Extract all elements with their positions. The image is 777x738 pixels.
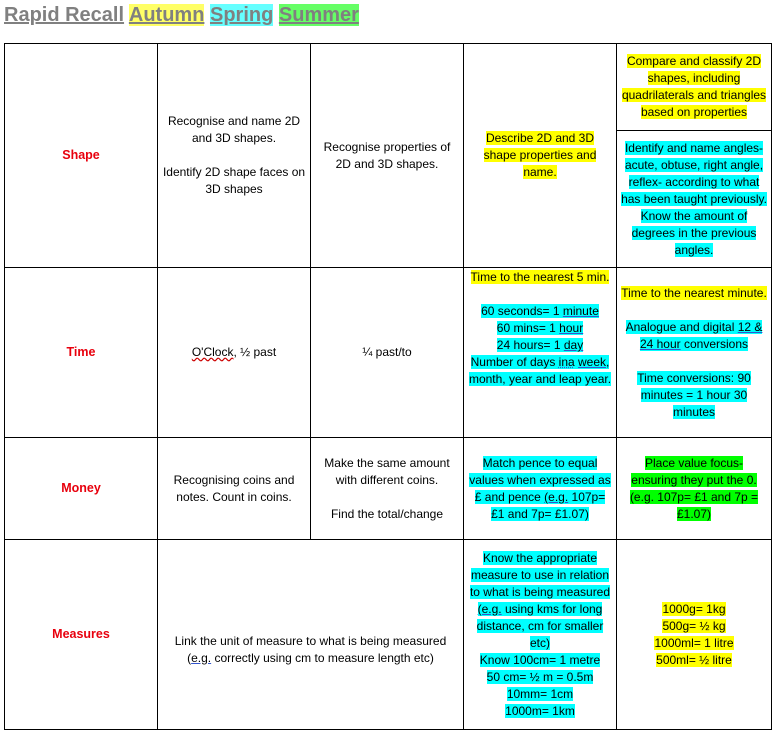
cell-text: (e.g. 107p= £1 and 7p = £1.07) [629,489,759,521]
cell-text: 500ml= ½ litre [656,652,732,667]
row-header-label: Shape [62,148,100,162]
cell-text: week [578,355,607,369]
title-autumn: Autumn [128,4,205,26]
cell-text: 12 & 24 hour [639,319,763,351]
cell-text: ina [558,355,575,369]
cell-text: Match pence to equal values when expressed as £ and pence [469,455,611,504]
cell-text: Time conversions: 90 minutes = 1 hour 30 minutes [637,370,751,419]
cell-text: conversions [680,336,749,351]
cell-text: ¼ past/to [362,345,412,359]
money-cell-4 [616,437,772,540]
cell-text: 1000g= 1kg [662,601,726,616]
rapid-recall-table [4,43,772,730]
cell-text: Place value focus- ensuring they put the 0. [631,455,757,487]
cell-text: Recognising coins and notes. Count in coins. [173,472,295,504]
cell-text: Identify and name angles- acute, obtuse, right angle, reflex- according to what has been taught previously. Know the amount of degrees in the previous angles. [621,140,767,257]
cell-text: Find the total/change [330,506,444,521]
time-cell-2 [310,267,464,438]
title-main: Rapid Recall [4,4,125,26]
shape-cell-2 [310,43,464,268]
cell-text: Time to the nearest 5 min. [470,270,610,284]
measures-cell-1 [157,539,464,730]
cell-text: correctly using cm to measure length etc) [211,650,434,665]
cell-text: Analogue and digital [625,319,738,334]
money-cell-2 [310,437,464,540]
cell-text: 1000m= 1km [505,703,575,718]
cell-text: 24 hours= 1 [496,338,564,352]
cell-text: , ½ past [233,345,277,359]
cell-text: using kms for long distance, cm for smaller etc) [476,601,604,650]
cell-text: 107p= £1 and 7p= £1.07) [491,489,606,521]
row-header-label: Time [66,345,96,359]
row-header-money [4,437,158,540]
time-cell-3 [463,267,617,438]
cell-text: Link the unit of measure to what is being measured [174,633,447,648]
cell-text: hour [559,321,584,335]
money-cell-3 [463,437,617,540]
measures-cell-3 [463,539,617,730]
cell-text: Know the appropriate measure to use in relation to what is being measured [469,550,611,599]
shape-cell-3 [463,43,617,268]
shape-cell-1 [157,43,311,268]
cell-text: minute [562,304,599,318]
cell-text: (e.g. [544,489,569,504]
cell-text: ( [187,650,192,665]
cell-text: Make the same amount with different coins. [324,455,450,487]
cell-text: , month, year and leap year. [468,355,612,386]
cell-text: 10mm= 1cm [506,686,574,701]
cell-text: Identify 2D shape faces on 3D shapes [162,165,306,196]
cell-text: Know 100cm= 1 metre [479,652,601,667]
cell-text: Recognise properties of 2D and 3D shapes. [323,139,451,171]
cell-text: 60 seconds= 1 [481,304,563,318]
cell-text: 50 cm= ½ m = 0.5m [486,669,594,684]
row-header-measures [4,539,158,730]
cell-text: Time to the nearest minute. [621,285,767,300]
row-header-label: Money [61,481,101,495]
row-header-shape [4,43,158,268]
document-title [4,2,359,30]
cell-text: 60 mins= 1 [496,321,560,335]
shape-cell-4-top [616,43,772,131]
cell-text: e.g. [191,650,212,665]
title-summer: Summer [278,4,359,26]
cell-text: 500g= ½ kg [662,618,726,633]
cell-text: Describe 2D and 3D shape properties and name. [483,131,597,179]
measures-cell-4 [616,539,772,730]
cell-text: Compare and classify 2D shapes, including quadrilaterals and triangles based on properties [621,54,767,119]
cell-text: O'Clock [191,345,234,359]
row-header-label: Measures [52,627,110,641]
money-cell-1 [157,437,311,540]
shape-cell-4-bottom [616,130,772,268]
cell-text: (e.g. [477,601,502,616]
cell-text: 1000ml= 1 litre [654,635,734,650]
row-header-time [4,267,158,438]
time-cell-1 [157,267,311,438]
title-spring: Spring [209,4,274,26]
time-cell-4 [616,267,772,438]
cell-text: Recognise and name 2D and 3D shapes. [167,114,301,145]
cell-text: Number of days [470,355,559,369]
cell-text: day [563,338,584,352]
